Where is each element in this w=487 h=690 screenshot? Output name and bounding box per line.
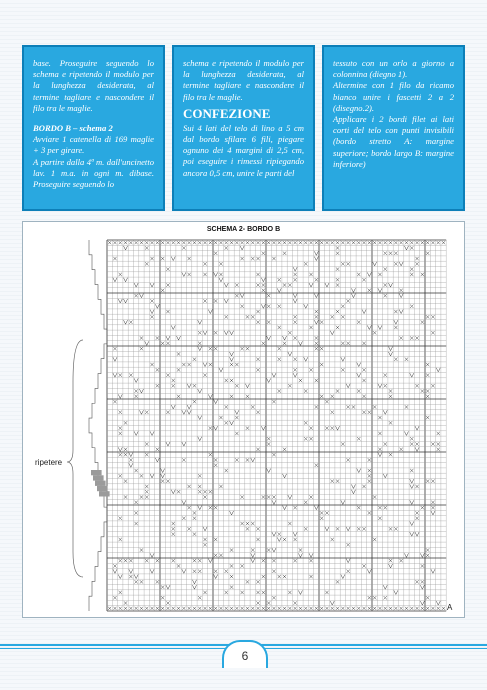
text-column-1	[22, 45, 165, 211]
col1-paragraph-3: A partire dalla 4ª m. dall'uncinetto lav. 1 m.a. in ogni m. dibase. Proseguire seguendo lo	[33, 156, 154, 190]
col2-paragraph-1: schema e ripetendo il modulo per la lunghezza desiderata, al termine tagliare e nascondere il filo tra le maglie.	[183, 58, 304, 102]
col3-paragraph-2: Altermine con 1 filo da ricamo bianco unire i fascetti 2 a 2 (disegno.2).	[333, 80, 454, 113]
page-number: 6	[222, 640, 268, 668]
col1-paragraph-1: base. Proseguire seguendo lo schema e ripetendo il modulo per la lunghezza desiderata, al termine tagliare e nascondere il filo tra le maglie.	[33, 58, 154, 113]
text-column-2	[172, 45, 315, 211]
filet-grid	[23, 222, 464, 617]
text-column-3	[322, 45, 465, 211]
col1-paragraph-2: Avviare 1 catenella di 169 maglie + 3 per girare.	[33, 134, 154, 156]
filet-chart	[22, 221, 465, 618]
col3-paragraph-3: Applicare i 2 bordi filet ai lati corti del telo con punti invisibili (bordo stretto A: margine superiore; bordo largo B: margine inferiore)	[333, 114, 454, 169]
repeat-label: ripetere	[35, 458, 63, 467]
col3-paragraph-1: tessuto con un orlo a giorno a colonnina (diegno 1).	[333, 58, 454, 80]
col2-paragraph-2: Sui 4 lati del telo di lino a 5 cm dal bordo sfilare 6 fili, piegare ognuno dei 4 margini di 2,5 cm, poi eseguire i rimessi ripiegando ancora 0,5 cm, unire le parti del	[183, 122, 304, 178]
chart-title: SCHEMA 2- BORDO B	[206, 226, 281, 233]
col1-heading: BORDO B – schema 2	[33, 123, 113, 134]
chart-letter: A	[447, 603, 453, 612]
col2-heading: CONFEZIONE	[183, 105, 271, 121]
